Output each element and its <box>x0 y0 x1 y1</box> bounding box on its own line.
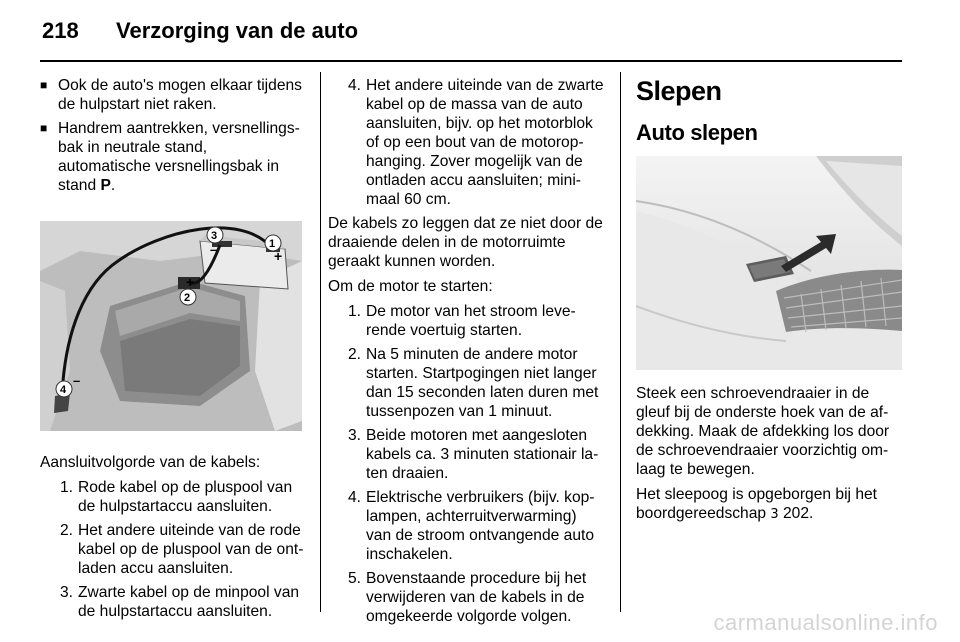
list-text: Rode kabel op de pluspool van de hulpstartaccu aansluiten. <box>78 479 293 515</box>
gear-position-key: P <box>100 177 111 194</box>
callout-minus: – <box>210 242 218 257</box>
list-number: 4. <box>347 77 361 94</box>
engine-bay-illustration <box>40 221 302 431</box>
callout-minus-2: – <box>73 373 81 388</box>
reference-text: Het sleepoog is opgeborgen bij het boordgereedschap <box>636 486 878 522</box>
list-item <box>328 76 604 209</box>
list-number: 4. <box>347 489 361 506</box>
bullet-item <box>40 76 304 114</box>
paragraph-reference <box>636 485 902 524</box>
list-text: Zwarte kabel op de minpool van de hulpstartaccu aansluiten. <box>78 584 300 620</box>
list-item <box>328 345 604 421</box>
list-text: De motor van het stroom leverende voertuig starten. <box>366 303 576 339</box>
list-item <box>40 521 304 578</box>
list-number: 3. <box>347 427 361 444</box>
list-text: Het andere uiteinde van de zwarte kabel op de massa van de auto aansluiten, bijv. op het motorblok of op een bout van de motorophanging. Zover mogelijk van de ontladen accu aansluiten; minimaal 60 cm. <box>366 77 604 208</box>
subsection-title: Auto slepen <box>636 120 758 145</box>
jump-start-figure <box>40 221 302 431</box>
list-item <box>328 488 604 564</box>
callout-plus: + <box>274 248 283 264</box>
list-text: Na 5 minuten de andere motor starten. Startpogingen niet langer dan 15 seconden laten duren met tussenpozen van 1 minuut. <box>366 346 599 420</box>
list-number: 1. <box>347 303 361 320</box>
callout-4: 4 <box>60 384 67 396</box>
page-header <box>42 18 358 44</box>
callout-2: 2 <box>184 292 191 304</box>
paragraph: De kabels zo leggen dat ze niet door de draaiende delen in de motorruimte geraakt kunnen worden. <box>328 215 603 270</box>
list-text: Het andere uiteinde van de rode kabel op de pluspool van de ontladen accu aansluiten. <box>78 522 304 577</box>
callout-plus-2: + <box>186 274 195 290</box>
column-1 <box>40 76 304 626</box>
bullet-text: Handrem aantrekken, versnellingsbak in neutrale stand, automatische versnellingsbak in stand <box>58 120 300 194</box>
header-rule <box>40 60 902 62</box>
reference-page[interactable]: 202. <box>778 505 814 522</box>
column-2 <box>328 76 604 631</box>
bullet-text: Ook de auto's mogen elkaar tijdens de hulpstart niet raken. <box>58 77 302 113</box>
car-front-illustration <box>636 156 902 370</box>
page-number: 218 <box>42 18 79 43</box>
bullet-item <box>40 119 304 195</box>
intro-text: Aansluitvolgorde van de kabels: <box>40 454 261 471</box>
list-item <box>328 569 604 626</box>
list-number: 2. <box>347 346 361 363</box>
paragraph: Steek een schroevendraaier in de gleuf bij de onderste hoek van de afdekking. Maak de afdekking los door de schroevendraaier voorzichtig omlaag te bewegen. <box>636 385 890 478</box>
bullet-end: . <box>110 177 116 194</box>
list-item <box>328 302 604 340</box>
page-reference-icon: 3 <box>770 507 779 522</box>
bullet-square-icon: ■ <box>40 78 48 92</box>
list-number: 1. <box>59 479 73 496</box>
section-title: Slepen <box>636 76 722 106</box>
callout-3: 3 <box>211 230 218 242</box>
paragraph: Om de motor te starten: <box>328 278 493 295</box>
list-text: Bovenstaande procedure bij het verwijderen van de kabels in de omgekeerde volgorde volgen. <box>366 570 587 625</box>
list-number: 2. <box>59 522 73 539</box>
list-item <box>40 478 304 516</box>
column-3 <box>636 76 902 530</box>
bullet-square-icon: ■ <box>40 121 48 135</box>
list-item <box>328 426 604 483</box>
callout-1: 1 <box>269 238 276 250</box>
watermark: carmanualsonline.info <box>713 610 938 635</box>
list-text: Elektrische verbruikers (bijv. koplampen, achterruitverwarming) van de stroom ontvangende auto inschakelen. <box>366 489 595 563</box>
list-text: Beide motoren met aangesloten kabels ca. 3 minuten stationair laten draaien. <box>366 427 599 482</box>
page-title: Verzorging van de auto <box>116 18 359 43</box>
list-number: 3. <box>59 584 73 601</box>
list-number: 5. <box>347 570 361 587</box>
column-divider-2 <box>620 72 621 612</box>
towing-figure <box>636 156 902 370</box>
column-divider-1 <box>320 72 321 612</box>
list-item <box>40 583 304 621</box>
